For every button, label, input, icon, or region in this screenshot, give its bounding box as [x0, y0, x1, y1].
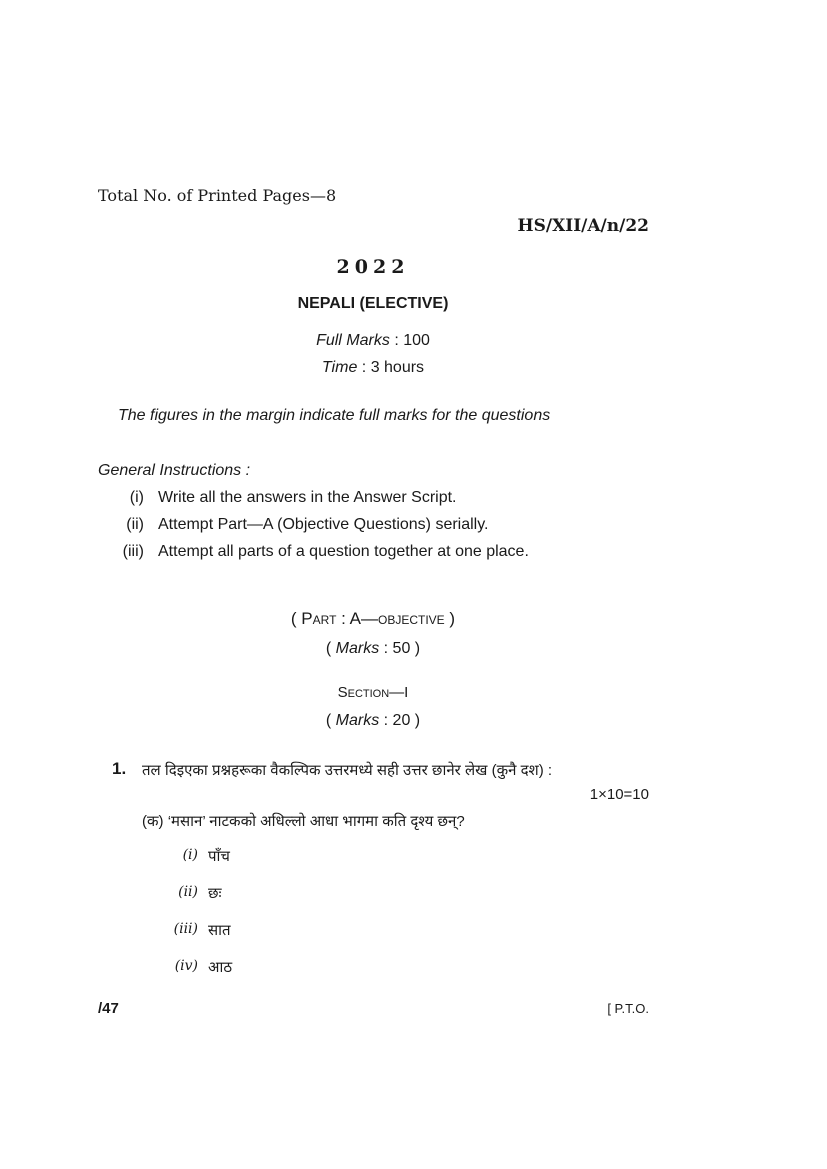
part-marks: ( Marks : 50 )	[325, 640, 421, 657]
full-marks-value: : 100	[394, 332, 430, 349]
sub-question-text: ‘मसान’ नाटकको अधिल्लो आधा भागमा कति दृश्य छन्?	[167, 813, 465, 830]
section-title: Section—I	[337, 684, 409, 701]
question-marks: 1×10=10	[589, 786, 649, 803]
instruction-text: Attempt Part—A (Objective Questions) serially.	[158, 516, 489, 533]
question-text: तल दिइएका प्रश्नहरूका वैकल्पिक उत्तरमध्ये सही उत्तर छानेर लेख (कुनै दश) :	[142, 762, 553, 779]
paper-code: HS/XII/A/n/22	[517, 216, 649, 236]
question-number: 1.	[112, 759, 127, 778]
pto-note: [ P.T.O.	[607, 1001, 649, 1016]
margin-note: The figures in the margin indicate full marks for the questions	[118, 407, 551, 424]
part-marks-value: : 50 )	[383, 640, 421, 657]
exam-year: 2022	[336, 256, 410, 278]
option-number: (iv)	[174, 958, 198, 974]
option-number: (i)	[182, 847, 198, 863]
exam-time	[0, 359, 746, 377]
subject-title: NEPALI (ELECTIVE)	[297, 295, 449, 312]
instruction-text: Write all the answers in the Answer Script.	[158, 489, 457, 506]
time-value: : 3 hours	[361, 359, 425, 376]
option-text: पाँच	[208, 848, 230, 865]
full-marks	[0, 332, 746, 350]
section-marks-label: Marks	[335, 712, 380, 729]
part-title: ( Part : A—objective )	[290, 609, 456, 628]
option-number: (ii)	[178, 884, 198, 900]
full-marks-label: Full Marks	[316, 332, 390, 349]
part-marks-label: Marks	[335, 640, 380, 657]
option-text: छः	[208, 885, 222, 902]
option-text: आठ	[208, 959, 233, 976]
time-label: Time	[321, 359, 358, 376]
sub-question-label: (क)	[142, 813, 164, 830]
option-text: सात	[208, 922, 231, 939]
option-number: (iii)	[173, 921, 198, 937]
general-instructions-title: General Instructions :	[98, 462, 251, 479]
sub-question	[142, 811, 465, 831]
printed-pages-count: Total No. of Printed Pages—8	[98, 186, 337, 205]
section-marks: ( Marks : 20 )	[325, 712, 421, 729]
instruction-text: Attempt all parts of a question together at one place.	[158, 543, 529, 560]
section-marks-value: : 20 )	[383, 712, 421, 729]
page-code: /47	[98, 1000, 119, 1017]
